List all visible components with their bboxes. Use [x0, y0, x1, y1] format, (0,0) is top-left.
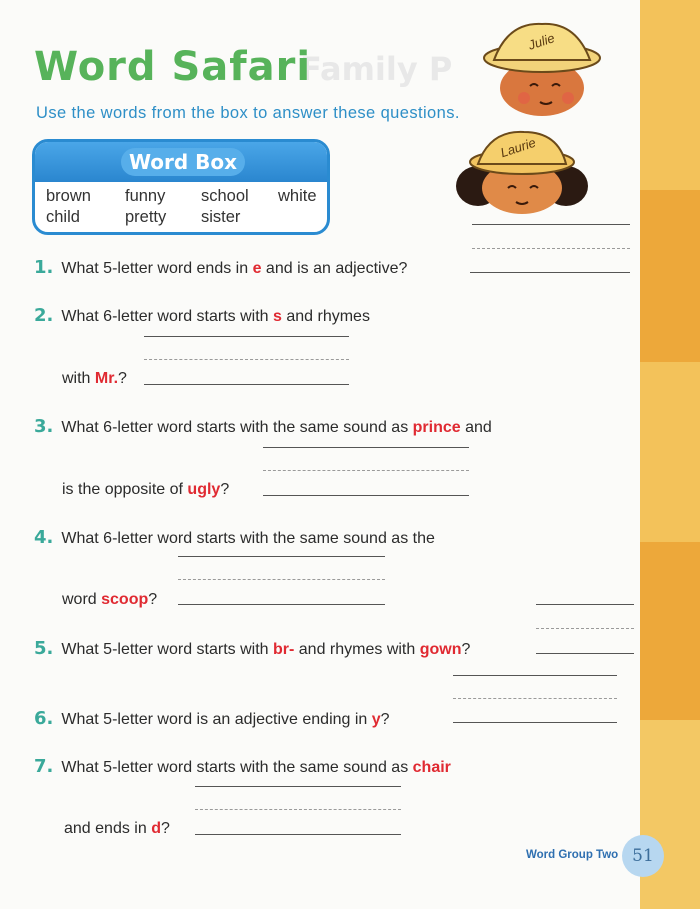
bleed-through-text: Family P [300, 50, 453, 88]
question-6: 6. What 5-letter word is an adjective ending in y? [34, 708, 390, 729]
word-box [32, 139, 330, 235]
answer-guide-dashes [178, 579, 385, 580]
page-title: Word Safari [34, 44, 312, 90]
answer-line [178, 556, 385, 557]
answer-guide-dashes [144, 359, 349, 360]
question-number: 7. [34, 756, 54, 777]
word-box-word: funny [125, 187, 166, 205]
answer-line [453, 675, 617, 676]
question-5: 5. What 5-letter word starts with br- and rhymes with gown? [34, 638, 471, 659]
answer-line[interactable] [263, 495, 469, 496]
word-box-word: school [201, 187, 249, 205]
question-4-line-2: word scoop? [62, 591, 158, 608]
word-box-word: brown [46, 187, 91, 205]
answer-line[interactable] [195, 834, 401, 835]
word-box-word: sister [201, 208, 241, 226]
answer-line[interactable] [470, 272, 630, 273]
question-3: 3. What 6-letter word starts with the same sound as prince and [34, 416, 492, 437]
answer-guide-dashes [195, 809, 401, 810]
answer-guide-dashes [472, 248, 630, 249]
answer-line [263, 447, 469, 448]
word-box-title: Word Box [121, 148, 245, 176]
answer-line[interactable] [536, 653, 634, 654]
side-color-strip [640, 0, 700, 909]
answer-guide-dashes [536, 628, 634, 629]
answer-guide-dashes [263, 470, 469, 471]
question-2-line-2: with Mr.? [62, 370, 127, 387]
question-2: 2. What 6-letter word starts with s and rhymes [34, 305, 370, 326]
answer-line[interactable] [453, 722, 617, 723]
answer-guide-dashes [453, 698, 617, 699]
page-number: 51 [622, 835, 664, 877]
answer-line [195, 786, 401, 787]
question-3-line-2: is the opposite of ugly? [62, 481, 230, 498]
question-7: 7. What 5-letter word starts with the same sound as chair [34, 756, 451, 777]
word-box-word: pretty [125, 208, 167, 226]
answer-line [144, 336, 349, 337]
question-number: 4. [34, 527, 54, 548]
question-number: 5. [34, 638, 54, 659]
question-number: 2. [34, 305, 54, 326]
julie-hat-label: Julie [526, 30, 557, 53]
answer-line[interactable] [178, 604, 385, 605]
section-label: Word Group Two [526, 849, 619, 861]
question-number: 1. [34, 257, 54, 278]
question-4: 4. What 6-letter word starts with the same sound as the [34, 527, 435, 548]
word-box-word: child [46, 208, 80, 226]
answer-line[interactable] [144, 384, 349, 385]
word-box-word: white [278, 187, 317, 205]
question-number: 6. [34, 708, 54, 729]
answer-line [472, 224, 630, 225]
laurie-hat-label: Laurie [498, 134, 538, 161]
instructions: Use the words from the box to answer these questions. [36, 104, 460, 122]
answer-line [536, 604, 634, 605]
question-1: 1. What 5-letter word ends in e and is an adjective? [34, 257, 408, 278]
question-7-line-2: and ends in d? [64, 820, 170, 837]
question-number: 3. [34, 416, 54, 437]
